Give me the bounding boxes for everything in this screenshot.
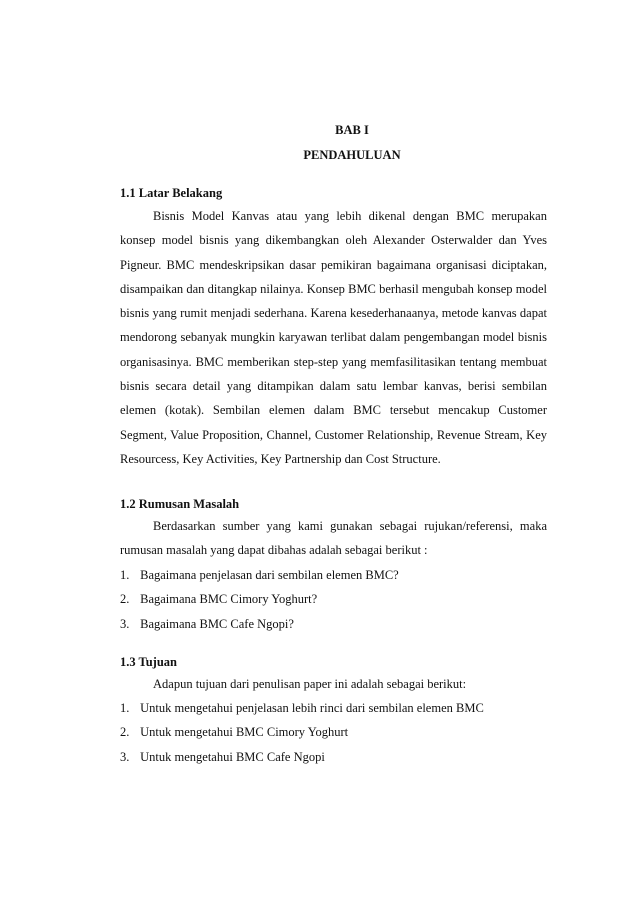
section-heading-latar-belakang: 1.1 Latar Belakang — [120, 186, 223, 200]
list-item — [120, 720, 547, 744]
chapter-number: BAB I — [335, 123, 369, 137]
list-item-number: 1. — [120, 568, 130, 582]
section-heading-tujuan: 1.3 Tujuan — [120, 655, 177, 669]
list-item-number: 3. — [120, 749, 130, 764]
list-item-number: 3. — [120, 616, 130, 631]
list-item — [120, 696, 547, 720]
section-paragraph-latar-belakang: Bisnis Model Kanvas atau yang lebih dikenal dengan BMC merupakan konsep model bisnis yang dikembangkan oleh Alexander Osterwalder dan Yves Pigneur. BMC mendeskripsikan dasar pemikiran bagaimana organisasi diciptakan, disampaikan dan ditangkap nilainya. Konsep BMC berhasil mengubah konsep model bisnis yang rumit menjadi sederhana. Karena kesederhanaanya, metode kanvas dapat mendorong sebanyak mungkin karyawan terlibat dalam pengembangan model bisnis organisasinya. BMC memberikan step-step yang memfasilitasikan tentang membuat bisnis secara detail yang ditampikan dalam satu lembar kanvas, berisi sembilan elemen (kotak). Sembilan elemen dalam BMC tersebut mencakup Customer Segment, Value Proposition, Channel, Customer Relationship, Revenue Stream, Key Resourcess, Key Activities, Key Partnership dan Cost Structure. — [120, 209, 547, 466]
section-heading-rumusan-masalah: 1.2 Rumusan Masalah — [120, 497, 240, 511]
tujuan-list — [120, 696, 547, 769]
list-item-text: Bagaimana BMC Cimory Yoghurt? — [140, 592, 318, 607]
list-item — [120, 612, 547, 636]
list-item-number: 2. — [120, 592, 130, 607]
section-paragraph-tujuan: Adapun tujuan dari penulisan paper ini adalah sebagai berikut: — [153, 677, 467, 691]
chapter-title: PENDAHULUAN — [303, 148, 401, 162]
list-item-text: Bagaimana BMC Cafe Ngopi? — [140, 616, 294, 631]
list-item — [120, 745, 547, 769]
list-item-text: Untuk mengetahui BMC Cafe Ngopi — [140, 749, 325, 764]
list-item-text: Untuk mengetahui BMC Cimory Yoghurt — [140, 725, 349, 740]
section-paragraph-rumusan-masalah: Berdasarkan sumber yang kami gunakan sebagai rujukan/referensi, maka rumusan masalah yang dapat dibahas adalah sebagai berikut : — [120, 519, 547, 558]
list-item — [120, 563, 547, 587]
list-item-text: Bagaimana penjelasan dari sembilan elemen BMC? — [140, 568, 399, 582]
rumusan-masalah-list — [120, 563, 547, 636]
list-item-number: 2. — [120, 725, 130, 740]
list-item — [120, 587, 547, 611]
list-item-text: Untuk mengetahui penjelasan lebih rinci dari sembilan elemen BMC — [140, 701, 484, 715]
list-item-number: 1. — [120, 701, 130, 715]
